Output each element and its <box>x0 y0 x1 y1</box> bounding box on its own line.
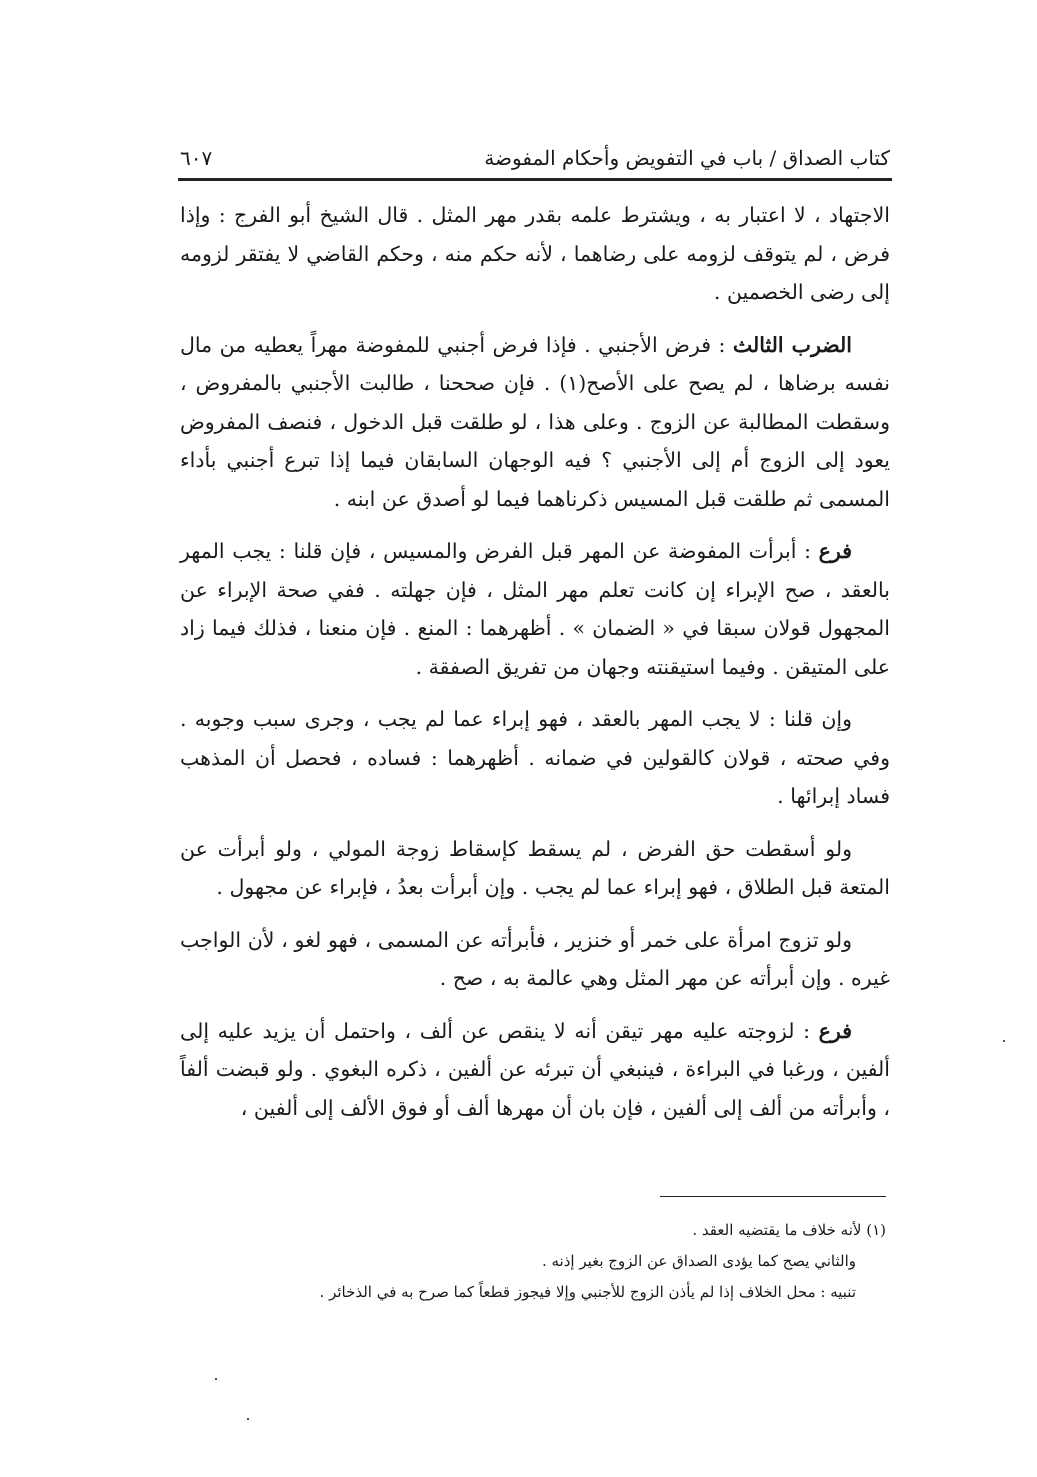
running-title: كتاب الصداق / باب في التفويض وأحكام المفوضة <box>484 146 890 170</box>
scan-speck <box>215 1378 217 1380</box>
main-text <box>180 196 890 1141</box>
paragraph-6 <box>180 921 890 998</box>
scan-speck <box>247 1418 249 1420</box>
paragraph-text: : أبرأت المفوضة عن المهر قبل الفرض والمسيس ، فإن قلنا : يجب المهر بالعقد ، صح الإبراء إن كانت تعلم مهر المثل ، فإن جهلته . ففي صحة الإبراء عن المجهول قولان سبقا في « الضمان » . أظهرهما : المنع . فإن منعنا ، فذلك فيما زاد على المتيقن . وفيما استيقنته وجهان من تفريق الصفقة . <box>180 539 890 679</box>
paragraph-text: وإن قلنا : لا يجب المهر بالعقد ، فهو إبراء عما لم يجب ، وجرى سبب وجوبه . وفي صحته ، قولان كالقولين في ضمانه . أظهرهما : فساده ، فحصل أن المذهب فساد إبرائها . <box>180 707 890 808</box>
paragraph-5 <box>180 830 890 907</box>
paragraph-text: : فرض الأجنبي . فإذا فرض أجنبي للمفوضة مهراً يعطيه من مال نفسه برضاها ، لم يصح على الأصح(١) . فإن صححنا ، طالبت الأجنبي بالمفروض ، وسقطت المطالبة عن الزوج . وعلى هذا ، لو طلقت قبل الدخول ، فنصف المفروض يعود إلى الزوج أم إلى الأجنبي ؟ فيه الوجهان السابقان فيما إذا تبرع أجنبي بأداء المسمى ثم طلقت قبل المسيس ذكرناهما فيما لو أصدق عن ابنه . <box>180 332 891 511</box>
paragraph-lead: فرع <box>818 1018 852 1043</box>
paragraph-7 <box>180 1012 890 1128</box>
paragraph-4 <box>180 700 890 816</box>
footnote-1: (١) لأنه خلاف ما يقتضيه العقد . <box>692 1221 886 1239</box>
header-divider <box>178 178 892 181</box>
page-number: ٦٠٧ <box>180 146 213 170</box>
scan-speck <box>1003 1040 1005 1042</box>
footnote-1-continued: والثاني يصح كما يؤدى الصداق عن الزوج بغير إذنه . <box>541 1252 856 1270</box>
paragraph-1 <box>180 196 890 312</box>
paragraph-2 <box>180 326 890 519</box>
paragraph-3 <box>180 532 890 686</box>
page-header <box>180 138 890 178</box>
paragraph-text: الاجتهاد ، لا اعتبار به ، ويشترط علمه بقدر مهر المثل . قال الشيخ أبو الفرج : وإذا فرض ، لم يتوقف لزومه على رضاهما ، لأنه حكم منه ، وحكم القاضي لا يفتقر لزومه إلى رضى الخصمين . <box>180 203 890 304</box>
footnote-1-note: تنبيه : محل الخلاف إذا لم يأذن الزوج للأجنبي وإلا فيجوز قطعاً كما صرح به في الذخائر . <box>319 1283 856 1301</box>
paragraph-text: ولو تزوج امرأة على خمر أو خنزير ، فأبرأته عن المسمى ، فهو لغو ، لأن الواجب غيره . وإن أبرأته عن مهر المثل وهي عالمة به ، صح . <box>180 927 890 990</box>
paragraph-text: : لزوجته عليه مهر تيقن أنه لا ينقص عن ألف ، واحتمل أن يزيد عليه إلى ألفين ، ورغبا في البراءة ، فينبغي أن تبرئه عن ألفين ، ذكره البغوي . ولو قبضت ألفاً ، وأبرأته من ألف إلى ألفين ، فإن بان أن مهرها ألف أو فوق الألف إلى ألفين ، <box>180 1018 890 1120</box>
paragraph-text: ولو أسقطت حق الفرض ، لم يسقط كإسقاط زوجة المولي ، ولو أبرأت عن المتعة قبل الطلاق ، فهو إبراء عما لم يجب . وإن أبرأت بعدُ ، فإبراء عن مجهول . <box>180 836 890 899</box>
footnote-divider <box>660 1196 886 1197</box>
footnotes <box>210 1215 886 1308</box>
paragraph-lead: الضرب الثالث <box>732 332 852 357</box>
paragraph-lead: فرع <box>818 539 852 563</box>
